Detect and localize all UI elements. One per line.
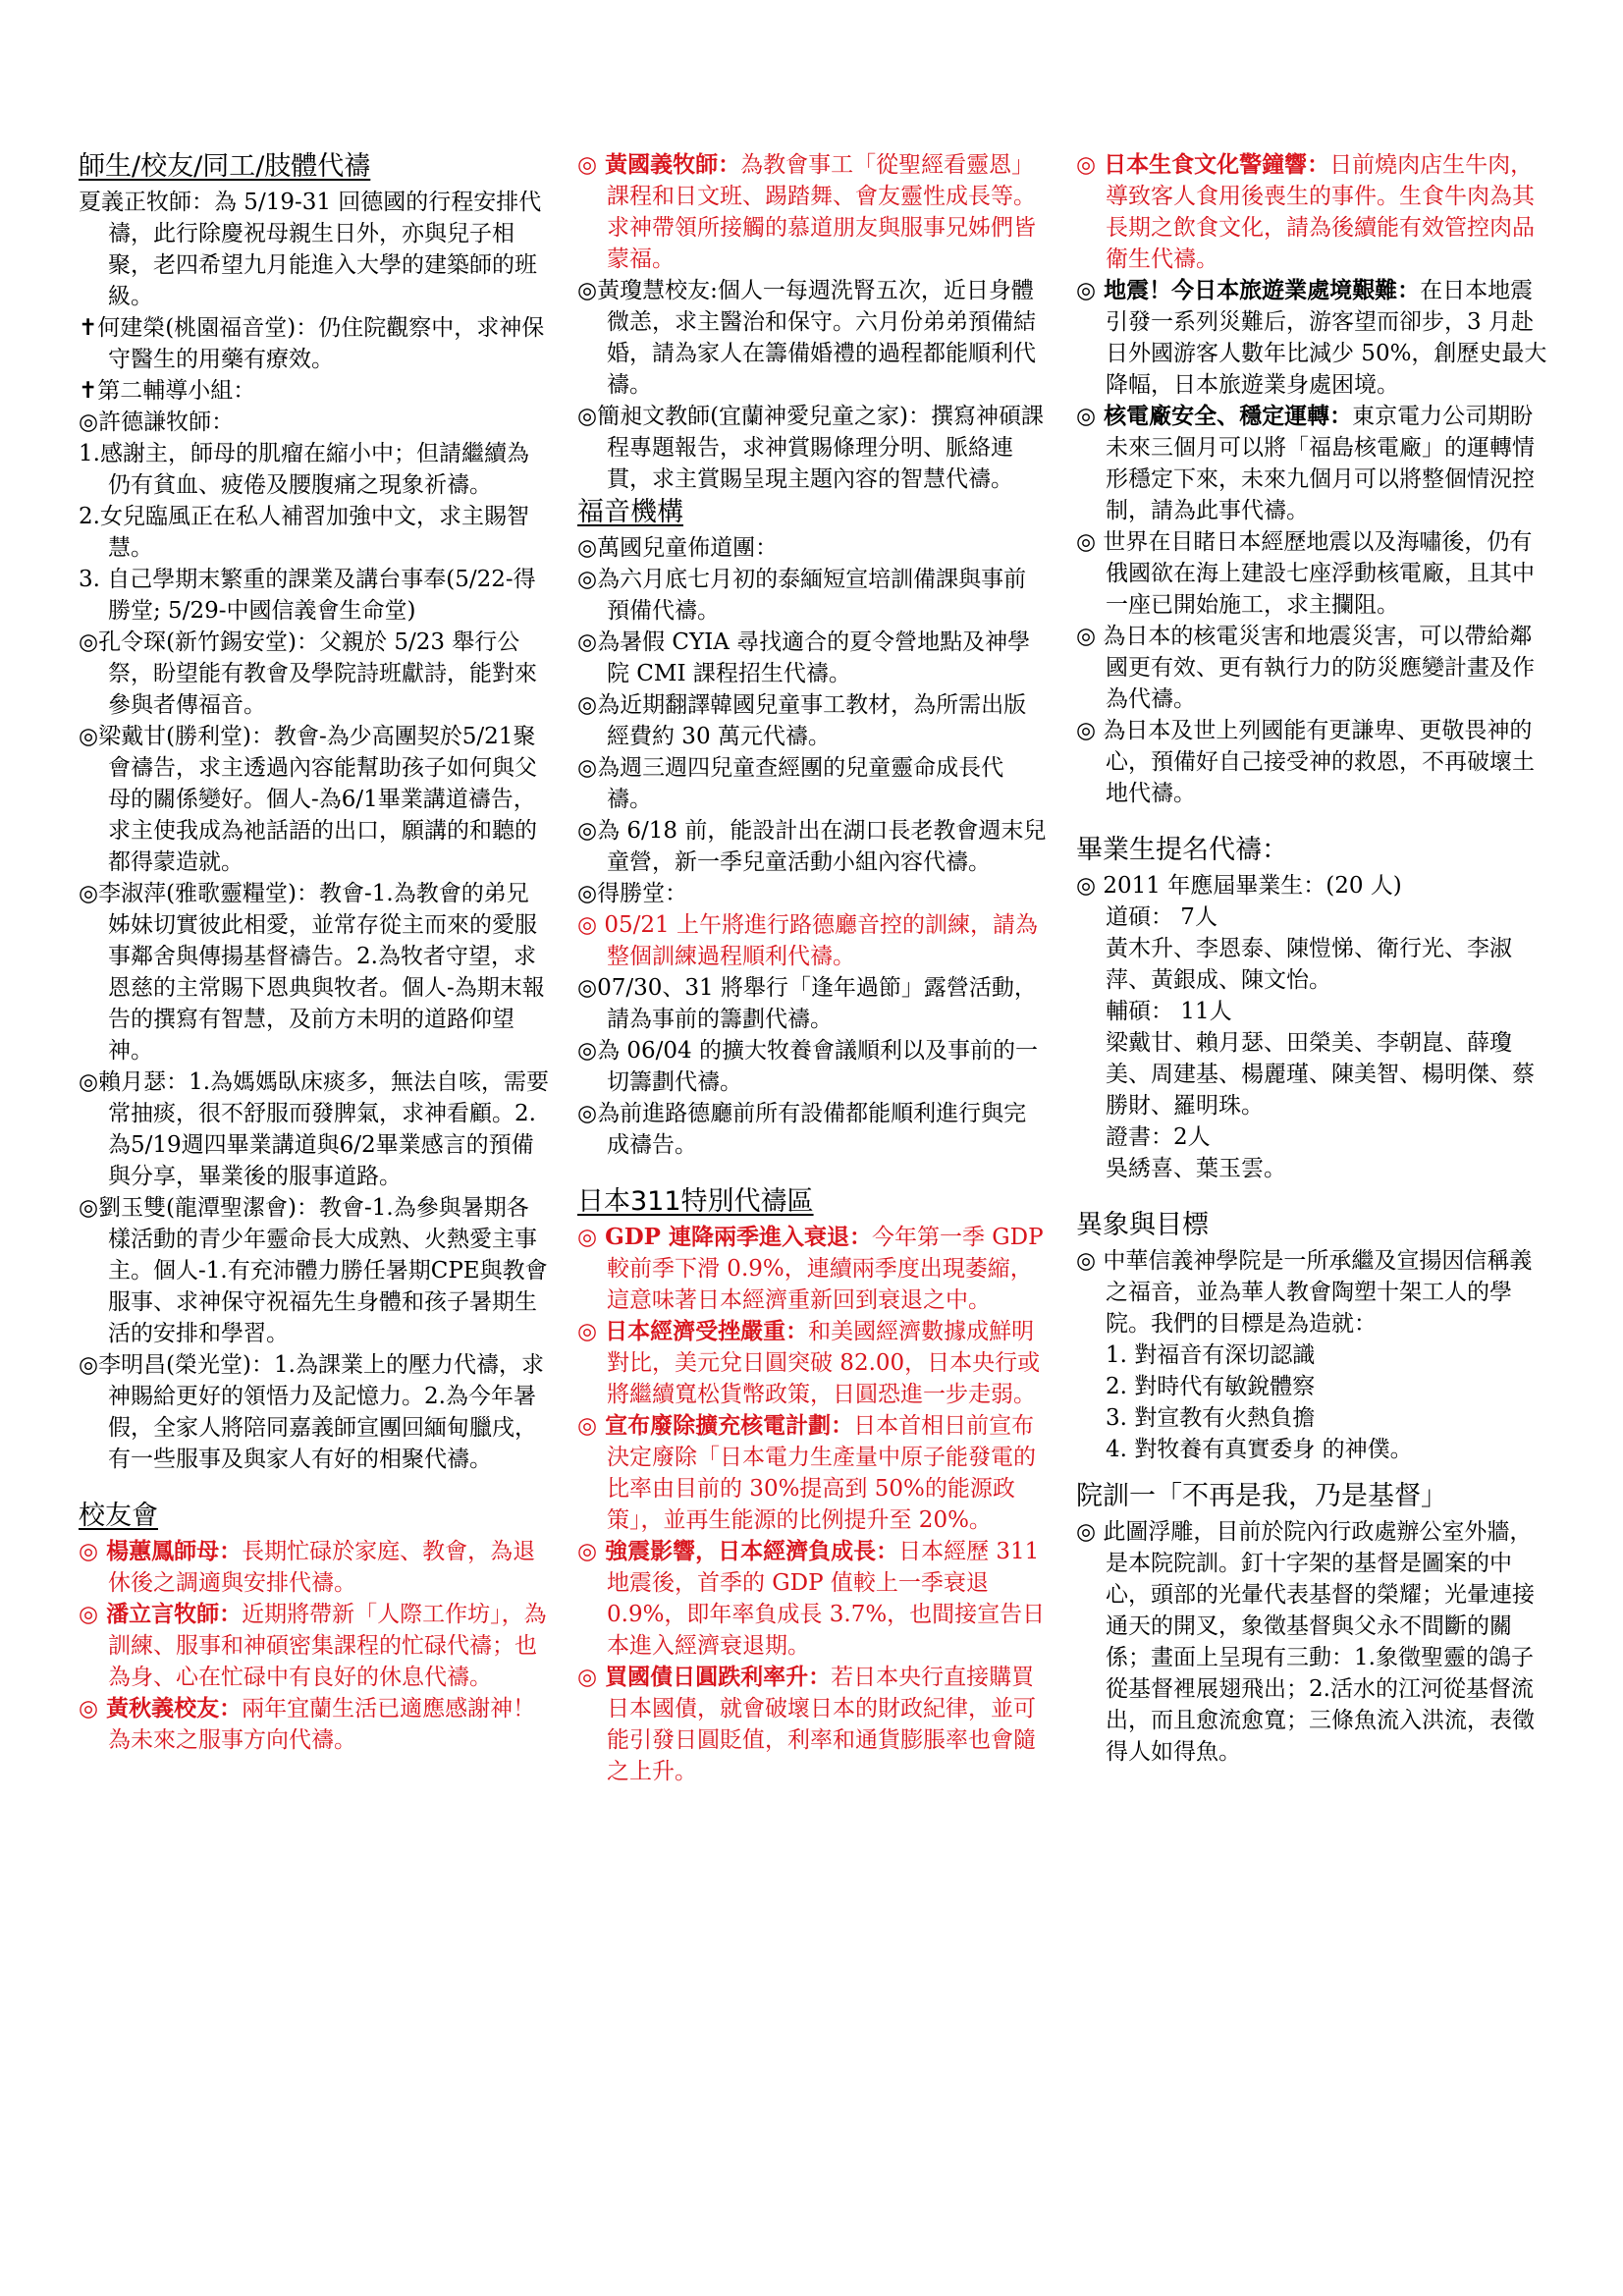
prayer-item: 2.女兒臨風正在私人補習加強中文，求主賜智慧。 xyxy=(79,504,529,561)
prayer-item: 1.感謝主，師母的肌瘤在縮小中；但請繼續為仍有貧血、疲倦及腰腹痛之現象祈禱。 xyxy=(79,441,529,498)
ministry-item: ◎為前進路德廳前所有設備都能順利進行與完成禱告。 xyxy=(577,1101,1027,1158)
japan-item xyxy=(1076,149,1547,275)
japan-item xyxy=(577,1222,1049,1316)
ministry-item: ◎為暑假 CYIA 尋找適合的夏令營地點及神學院 CMI 課程招生代禱。 xyxy=(577,629,1031,686)
section-heading-motto: 院訓一「不再是我，乃是基督」 xyxy=(1076,1481,1447,1511)
ministry-item-highlight: ◎ 05/21 上午將進行路德廳音控的訓練，請為整個訓練過程順利代禱。 xyxy=(577,912,1038,969)
alumni-name: ◎ 楊蕙鳳師母： xyxy=(79,1538,243,1564)
section-heading-graduates: 畢業生提名代禱： xyxy=(1076,835,1288,865)
graduates-names: 黃木升、李恩泰、陳愷悌、衛行光、李淑萍、黃銀成、陳文怡。 xyxy=(1106,936,1512,993)
japan-item-text: 今年第一季 GDP 較前季下滑 0.9%，連續兩季度出現萎縮，這意味著日本經濟重新回到衰退之中。 xyxy=(607,1225,1044,1313)
ministry-item: ◎為近期翻譯韓國兒童事工教材，為所需出版經費約 30 萬元代禱。 xyxy=(577,692,1027,749)
prayer-item: ◎孔令琛(新竹錫安堂)：父親於 5/23 舉行公祭，盼望能有教會及學院詩班獻詩，能對來參與者傳福音。 xyxy=(79,629,537,718)
graduates-group: 道碩： 7人 xyxy=(1106,904,1217,930)
ministry-item: ◎為週三週四兒童查經團的兒童靈命成長代禱。 xyxy=(577,755,1004,812)
japan-item-title: ◎ GDP 連降兩季進入衰退： xyxy=(577,1224,872,1250)
japan-item-title: ◎ 強震影響，日本經濟負成長： xyxy=(577,1538,899,1564)
graduates-group: 輔碩： 11人 xyxy=(1106,999,1232,1024)
japan-item: ◎ 世界在目睹日本經歷地震以及海嘯後，仍有俄國欲在海上建設七座浮動核電廠，且其中一座已開始施工，求主攔阻。 xyxy=(1076,529,1535,618)
alumni-text: 兩年宜蘭生活已適應感謝神！為未來之服事方向代禱。 xyxy=(108,1696,536,1753)
japan-item-text: 和美國經濟數據成鮮明對比，美元兌日圓突破 82.00，日本央行或將繼續寬松貨幣政策，日圓恐進一步走弱。 xyxy=(607,1319,1041,1407)
japan-item xyxy=(577,1536,1049,1662)
motto-text: ◎ 此圖浮雕，目前於院內行政處辦公室外牆，是本院院訓。釘十字架的基督是圖案的中心，頭部的光暈代表基督的榮耀；光暈連接通天的開叉，象徵基督與父永不間斷的關係；畫面上呈現有三動：1.象徵聖靈的鴿子從基督裡展翅飛出；2.活水的江河從基督流出，而且愈流愈寬；三條魚流入洪流，表徵得人如得魚。 xyxy=(1076,1519,1535,1765)
alumni-item xyxy=(79,1536,550,1599)
japan-item-text: 在日本地震引發一系列災難后，游客望而卻步，3 月赴日外國游客人數年比減少 50%，創歷史最大降幅，日本旅遊業身處困境。 xyxy=(1106,278,1547,398)
graduates-group: 證書：2人 xyxy=(1106,1124,1211,1150)
ministry-item: ◎07/30、31 將舉行「逢年過節」露營活動，請為事前的籌劃代禱。 xyxy=(577,975,1037,1032)
prayer-item: ◎賴月瑟：1.為媽媽臥床痰多，無法自咳，需要常抽痰，很不舒服而發脾氣，求神看顧。2.為5/19週四畢業講道與6/2畢業感言的預備與分享，畢業後的服事道路。 xyxy=(79,1069,550,1189)
prayer-item: 夏義正牧師：為 5/19-31 回德國的行程安排代禱，此行除慶祝母親生日外，亦與兒子相聚，老四希望九月能進入大學的建築師的班級。 xyxy=(79,190,542,309)
ministry-item: ◎為 6/18 前，能設計出在湖口長老教會週末兒童營，新一季兒童活動小組內容代禱。 xyxy=(577,818,1047,875)
column-middle xyxy=(577,149,1049,1787)
alumni-name: ◎ 黃國義牧師： xyxy=(577,151,741,178)
vision-text: ◎ 中華信義神學院是一所承繼及宣揚因信稱義之福音，並為華人教會陶塑十架工人的學院。我們的目標是為造就： xyxy=(1076,1248,1533,1337)
alumni-item: ◎簡昶文教師(宜蘭神愛兒童之家)：撰寫神碩課程專題報告，求神賞賜條理分明、脈絡連貫，求主賞賜呈現主題內容的智慧代禱。 xyxy=(577,404,1045,492)
section-heading-japan: 日本311特別代禱區 xyxy=(577,1186,814,1217)
section-heading-alumni: 校友會 xyxy=(79,1501,158,1531)
japan-item: ◎ 為日本的核電災害和地震災害，可以帶給鄰國更有效、更有執行力的防災應變計畫及作為代禱。 xyxy=(1076,624,1535,712)
prayer-item: ◎梁戴甘(勝利堂)：教會-為少高團契於5/21聚會禱告，求主透過內容能幫助孩子如何與父母的關係變好。個人-為6/1畢業講道禱告，求主使我成為祂話語的出口，願講的和聽的都得蒙造就。 xyxy=(79,724,537,875)
section-heading-vision: 異象與目標 xyxy=(1076,1210,1209,1240)
graduates-names: 吳綉喜、葉玉雲。 xyxy=(1106,1156,1286,1181)
ministry-item: ◎得勝堂： xyxy=(577,881,688,906)
japan-item xyxy=(577,1316,1049,1410)
japan-item: ◎ 為日本及世上列國能有更謙卑、更敬畏神的心，預備好自己接受神的救恩，不再破壞土地代禱。 xyxy=(1076,718,1535,806)
alumni-item xyxy=(577,149,1049,275)
vision-goal: 2. 對時代有敏銳體察 xyxy=(1106,1374,1316,1399)
alumni-text: 近期將帶新「人際工作坊」，為訓練、服事和神碩密集課程的忙碌代禱；也為身、心在忙碌中有良好的休息代禱。 xyxy=(108,1602,547,1690)
vision-goal: 3. 對宣教有火熱負擔 xyxy=(1106,1405,1316,1431)
alumni-name: ◎ 潘立言牧師： xyxy=(79,1601,243,1627)
japan-item-text: 日本首相日前宣布決定廢除「日本電力生產量中原子能發電的比率由目前的 30%提高到 50%的能源政策」，並再生能源的比例提升至 20%。 xyxy=(607,1413,1036,1533)
japan-item-title: ◎ 宣布廢除擴充核電計劃： xyxy=(577,1412,854,1439)
japan-item-title: ◎ 日本生食文化警鐘響： xyxy=(1076,151,1330,178)
graduates-item: ◎ 2011 年應屆畢業生：(20 人) xyxy=(1076,873,1402,899)
section-heading-ministry: 福音機構 xyxy=(577,497,683,527)
prayer-item: ◎劉玉雙(龍潭聖潔會)：教會-1.為參與暑期各樣活動的青少年靈命長大成熟、火熱愛主事主。個人-1.有充沛體力勝任暑期CPE與教會服事、求神保守祝福先生身體和孩子暑期生活的安排和學習。 xyxy=(79,1195,548,1346)
japan-item-text: 日本經歷 311 地震後，首季的 GDP 值較上一季衰退 0.9%，即年率負成長 3.7%，也間接宣告日本進入經濟衰退期。 xyxy=(607,1539,1046,1659)
prayer-item: ◎許德謙牧師： xyxy=(79,410,235,435)
vision-goal: 4. 對牧養有真實委身 的神僕。 xyxy=(1106,1437,1413,1462)
japan-item-title: ◎ 核電廠安全、穩定運轉： xyxy=(1076,403,1353,429)
prayer-item: ✝何建榮(桃園福音堂)：仍住院觀察中，求神保守醫生的用藥有療效。 xyxy=(79,315,545,372)
japan-item-title: ◎ 地震！今日本旅遊業處境艱難： xyxy=(1076,277,1421,303)
alumni-item: ◎黃瓊慧校友:個人一每週洗腎五次，近日身體微恙，求主醫治和保守。六月份弟弟預備結婚，請為家人在籌備婚禮的過程都能順利代禱。 xyxy=(577,278,1036,398)
japan-item-text: 若日本央行直接購買日本國債，就會破壞日本的財政紀律，並可能引發日圓貶值，利率和通貨膨脹率也會隨之上升。 xyxy=(607,1665,1036,1784)
japan-item-title: ◎ 買國債日圓跌利率升： xyxy=(577,1664,832,1690)
prayer-item: ◎李明昌(榮光堂)：1.為課業上的壓力代禱，求神賜給更好的領悟力及記憶力。2.為今年暑假，全家人將陪同嘉義師宣團回緬甸臘戌，有一些服事及與家人有好的相聚代禱。 xyxy=(79,1352,544,1472)
alumni-text: 長期忙碌於家庭、教會，為退休後之調適與安排代禱。 xyxy=(108,1539,536,1596)
ministry-item: ◎為六月底七月初的泰緬短宣培訓備課與事前預備代禱。 xyxy=(577,567,1027,624)
ministry-item: ◎為 06/04 的擴大牧養會議順利以及事前的一切籌劃代禱。 xyxy=(577,1038,1038,1095)
alumni-item xyxy=(79,1599,550,1693)
japan-item xyxy=(1076,401,1547,526)
ministry-item: ◎萬國兒童佈道團： xyxy=(577,535,779,561)
japan-item-text: 日前燒肉店生牛肉，導致客人食用後喪生的事件。生食牛肉為其長期之飲食文化，請為後續能有效管控肉品衛生代禱。 xyxy=(1106,152,1535,272)
section-heading-prayer: 師生/校友/同工/肢體代禱 xyxy=(79,151,371,182)
prayer-item: ✝第二輔導小組： xyxy=(79,378,256,404)
japan-item xyxy=(1076,275,1547,401)
alumni-text: 為教會事工「從聖經看靈恩」課程和日文班、踢踏舞、會友靈性成長等。求神帶領所接觸的慕道朋友與服事兄姊們皆蒙福。 xyxy=(607,152,1036,272)
alumni-name: ◎ 黃秋義校友： xyxy=(79,1695,243,1722)
japan-item-title: ◎ 日本經濟受挫嚴重： xyxy=(577,1318,809,1344)
column-right xyxy=(1076,149,1547,1768)
vision-goal: 1. 對福音有深切認識 xyxy=(1106,1342,1316,1368)
graduates-names: 梁戴甘、賴月瑟、田榮美、李朝崑、薛瓊美、周建基、楊麗瑾、陳美智、楊明傑、蔡勝財、羅明珠。 xyxy=(1106,1030,1535,1119)
japan-item-text: 東京電力公司期盼未來三個月可以將「福島核電廠」的運轉情形穩定下來，未來九個月可以將整個情況控制，請為此事代禱。 xyxy=(1106,404,1535,523)
prayer-item: 3. 自己學期末繁重的課業及講台事奉(5/22-得勝堂; 5/29-中國信義會生命堂) xyxy=(79,567,536,624)
alumni-item xyxy=(79,1693,550,1756)
japan-item xyxy=(577,1662,1049,1787)
column-left xyxy=(79,149,550,1756)
prayer-item: ◎李淑萍(雅歌靈糧堂)：教會-1.為教會的弟兄姊妹切實彼此相愛，並常存從主而來的愛服事鄰舍與傳揚基督禱告。2.為牧者守望，求恩慈的主常賜下恩典與牧者。個人-為期末報告的撰寫有智慧，及前方未明的道路仰望神。 xyxy=(79,881,545,1064)
japan-item xyxy=(577,1410,1049,1536)
